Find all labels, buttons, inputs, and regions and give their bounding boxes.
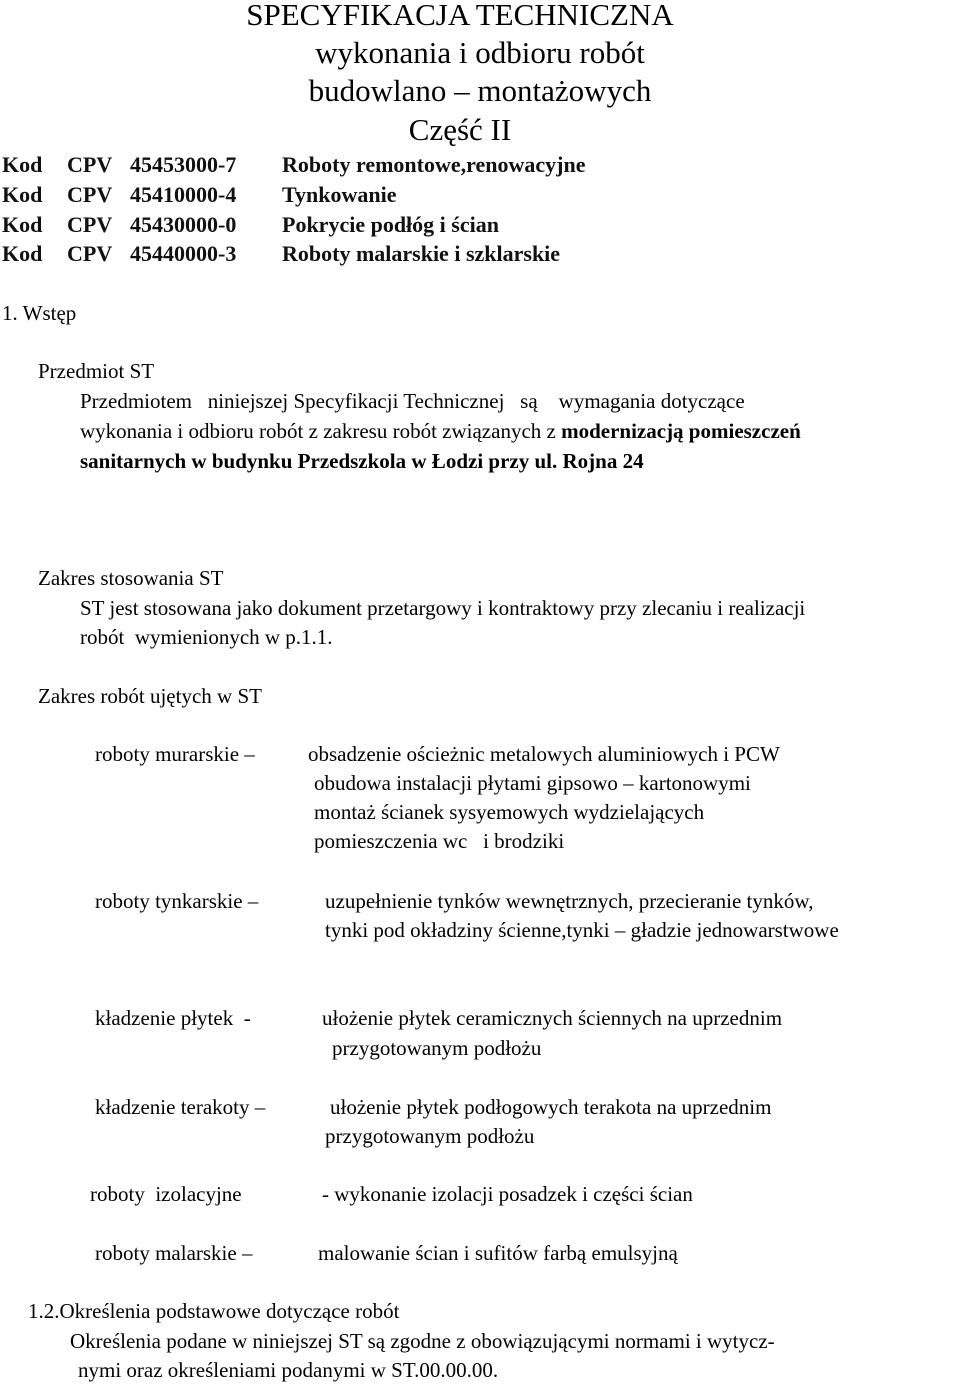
works-item-line: montaż ścianek sysyemowych wydzielających [314, 800, 705, 824]
works-item-line: ułożenie płytek podłogowych terakota na uprzednim [330, 1095, 772, 1119]
cpv-prefix: Kod [2, 182, 43, 207]
document-title: SPECYFIKACJA TECHNICZNA [246, 0, 674, 32]
definitions-text-line: nymi oraz określeniami podanymi w ST.00.00.00. [78, 1358, 499, 1382]
works-item-line: przygotowanym podłożu [332, 1036, 542, 1060]
cpv-description: Roboty remontowe,renowacyjne [282, 152, 586, 177]
works-item-line: malowanie ścian i sufitów farbą emulsyjną [318, 1241, 678, 1265]
works-heading: Zakres robót ujętych w ST [38, 684, 262, 708]
cpv-description: Pokrycie podłóg i ścian [282, 212, 499, 237]
works-label-tynkarskie: roboty tynkarskie – [95, 889, 259, 913]
cpv-prefix: Kod [2, 152, 43, 177]
definitions-text-line: Określenia podane w niniejszej ST są zgodne z obowiązującymi normami i wytycz- [70, 1329, 775, 1353]
cpv-label: CPV [67, 212, 113, 237]
cpv-code: 45410000-4 [130, 182, 237, 207]
works-label-murarskie: roboty murarskie – [95, 742, 255, 766]
cpv-label: CPV [67, 182, 113, 207]
document-subtitle-2: budowlano – montażowych [308, 73, 652, 108]
cpv-label: CPV [67, 241, 113, 266]
scope-heading: Zakres stosowania ST [38, 566, 224, 590]
cpv-code: 45430000-0 [130, 212, 237, 237]
works-label-izolacyjne: roboty izolacyjne [90, 1182, 242, 1206]
cpv-description: Roboty malarskie i szklarskie [282, 241, 561, 266]
works-item-line: ułożenie płytek ceramicznych ściennych na uprzednim [322, 1006, 783, 1030]
cpv-description: Tynkowanie [282, 182, 397, 207]
works-item-line: obsadzenie ościeżnic metalowych aluminiowych i PCW [308, 742, 780, 766]
cpv-prefix: Kod [2, 241, 43, 266]
subject-text-bold: modernizacją pomieszczeń [561, 419, 801, 443]
section-heading-intro: 1. Wstęp [2, 301, 77, 325]
subject-text-line: Przedmiotem niniejszej Specyfikacji Technicznej są wymagania dotyczące [80, 389, 745, 413]
cpv-label: CPV [67, 152, 113, 177]
works-item-line: tynki pod okładziny ścienne,tynki – gładzie jednowarstwowe [325, 918, 839, 942]
subject-heading: Przedmiot ST [38, 359, 155, 383]
document-subtitle-1: wykonania i odbioru robót [315, 35, 645, 70]
works-item-line: pomieszczenia wc i brodziki [314, 829, 565, 853]
section-heading-definitions: 1.2.Określenia podstawowe dotyczące robót [28, 1299, 400, 1323]
subject-text-line [80, 416, 801, 446]
subject-text-normal: wykonania i odbioru robót z zakresu robót związanych z [80, 419, 562, 443]
cpv-code: 45440000-3 [130, 241, 237, 266]
document-part: Część II [408, 112, 512, 147]
cpv-code: 45453000-7 [130, 152, 237, 177]
works-label-plytki: kładzenie płytek - [95, 1006, 251, 1030]
works-item-line: - wykonanie izolacji posadzek i części ścian [322, 1182, 693, 1206]
scope-text-line: ST jest stosowana jako dokument przetargowy i kontraktowy przy zlecaniu i realizacji [80, 596, 806, 620]
works-item-line: przygotowanym podłożu [325, 1124, 535, 1148]
cpv-prefix: Kod [2, 212, 43, 237]
works-item-line: obudowa instalacji płytami gipsowo – kartonowymi [314, 771, 751, 795]
works-item-line: uzupełnienie tynków wewnętrznych, przecieranie tynków, [325, 889, 814, 913]
subject-text-line: sanitarnych w budynku Przedszkola w Łodzi przy ul. Rojna 24 [80, 449, 644, 473]
works-label-terakota: kładzenie terakoty – [95, 1095, 266, 1119]
scope-text-line: robót wymienionych w p.1.1. [80, 625, 333, 649]
works-label-malarskie: roboty malarskie – [95, 1241, 253, 1265]
